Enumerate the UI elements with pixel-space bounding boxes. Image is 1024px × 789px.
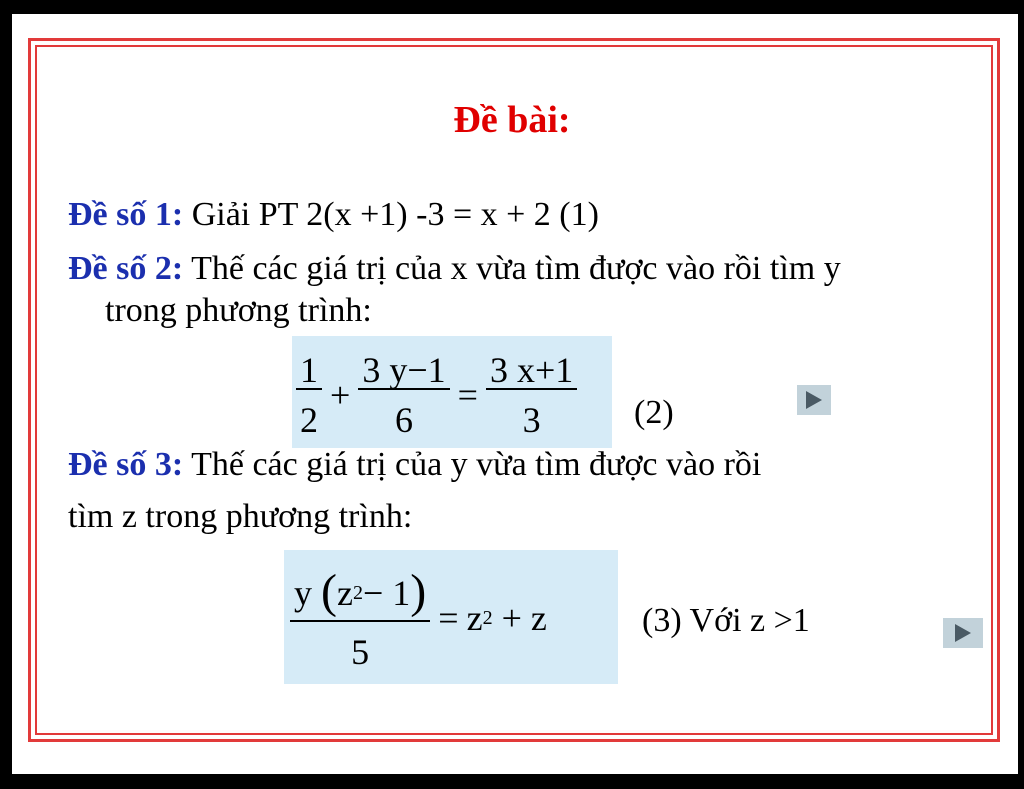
minus-one: − 1	[362, 573, 411, 613]
problem-3-label: Đề số 3:	[68, 446, 184, 483]
equals-sign: =	[438, 598, 459, 638]
play-button[interactable]	[943, 618, 983, 648]
problem-1	[68, 196, 599, 234]
fraction-numerator: 1	[296, 352, 322, 390]
fraction-denominator: 2	[300, 400, 318, 440]
problem-3	[68, 446, 761, 484]
equation-3-number: (3) Với z >1	[642, 602, 810, 639]
equals-sign: =	[457, 375, 478, 415]
play-button[interactable]	[797, 385, 831, 415]
equation-3	[290, 556, 547, 680]
variable-z: z	[466, 598, 483, 638]
problem-2-text-line1: Thế các giá trị của x vừa tìm được vào rồi tìm y	[183, 250, 841, 287]
close-paren: )	[410, 565, 427, 618]
problem-1-text: Giải PT 2(x +1) -3 = x + 2 (1)	[183, 196, 599, 233]
play-icon	[806, 391, 822, 409]
problem-3-text-line2: tìm z trong phương trình:	[68, 498, 413, 535]
problem-2-label: Đề số 2:	[68, 250, 184, 287]
rhs-rest: + z	[492, 598, 547, 638]
fraction-3y-1-6	[358, 352, 449, 438]
variable-z: z	[336, 573, 353, 613]
fraction-y-z2-1-5	[290, 566, 430, 670]
fraction-numerator: 3 x+1	[486, 352, 577, 390]
fraction-1-2	[296, 352, 322, 438]
fraction-numerator: 3 y−1	[358, 352, 449, 390]
fraction-3x+1-3	[486, 352, 577, 438]
open-paren: (	[321, 565, 337, 618]
slide-title: Đề bài:	[453, 99, 571, 141]
problem-2	[68, 250, 841, 288]
fraction-denominator: 3	[522, 400, 541, 440]
play-icon	[955, 624, 971, 642]
rhs-expression	[467, 597, 547, 639]
fraction-denominator: 5	[351, 632, 370, 672]
plus-sign: +	[330, 375, 351, 415]
fraction-denominator: 6	[394, 400, 413, 440]
problem-3-text-line1: Thế các giá trị của y vừa tìm được vào rồi	[183, 446, 762, 483]
exponent: 2	[482, 607, 493, 629]
exponent: 2	[352, 582, 363, 604]
equation-2	[296, 346, 577, 444]
problem-2-text-line2: trong phương trình:	[105, 292, 372, 329]
variable-y: y	[294, 573, 312, 613]
fraction-numerator	[290, 566, 430, 622]
problem-1-label: Đề số 1:	[68, 196, 184, 233]
equation-2-number: (2)	[634, 394, 674, 431]
